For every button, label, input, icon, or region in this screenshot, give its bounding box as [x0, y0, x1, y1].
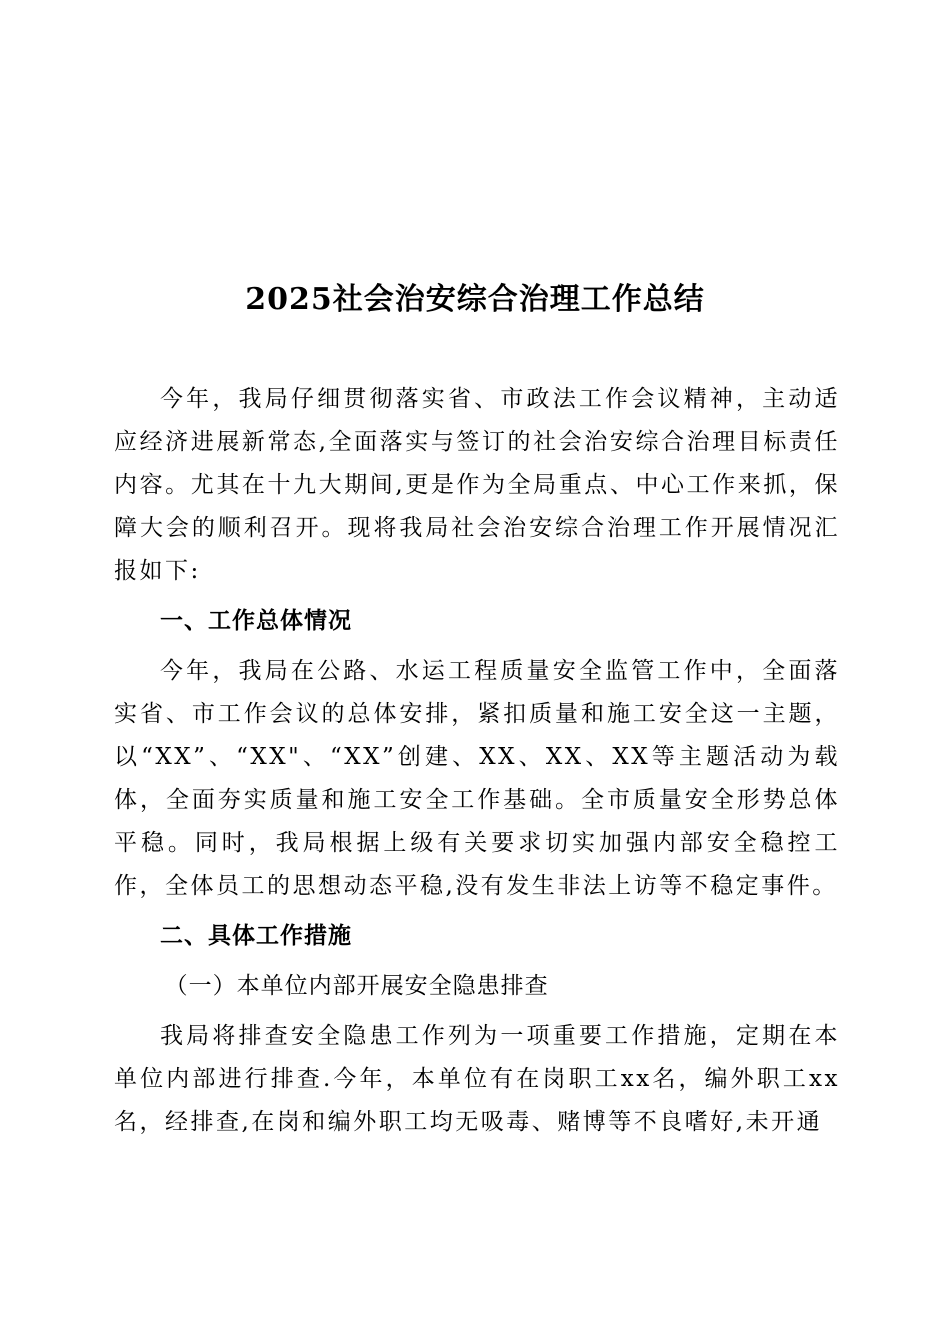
section-heading-measures: 二、具体工作措施 — [160, 923, 352, 949]
spacer — [114, 643, 840, 650]
spacer — [114, 908, 840, 915]
spacer — [114, 958, 840, 965]
section-heading-overall: 一、工作总体情况 — [160, 608, 352, 634]
document-body — [114, 378, 840, 1144]
section-paragraph-overall: 今年，我局在公路、水运工程质量安全监管工作中，全面落实省、市工作会议的总体安排，紧扣质量和施工安全这一主题，以“XX”、“XX"、“XX”创建、XX、XX、XX等主题活动为载体，全面夯实质量和施工安全工作基础。全市质量安全形势总体平稳。同时，我局根据上级有关要求切实加强内部安全稳控工作，全体员工的思想动态平稳,没有发生非法上访等不稳定事件。 — [114, 658, 840, 899]
document-title: 2025社会治安综合治理工作总结 — [245, 282, 705, 317]
intro-paragraph: 今年，我局仔细贯彻落实省、市政法工作会议精神，主动适应经济进展新常态,全面落实与签订的社会治安综合治理目标责任内容。尤其在十九大期间,更是作为全局重点、中心工作来抓，保障大会的顺利召开。现将我局社会治安综合治理工作开展情况汇报如下: — [114, 386, 840, 584]
spacer — [114, 1008, 840, 1015]
spacer — [114, 593, 840, 600]
subsection-heading-hazard-check: （一）本单位内部开展安全隐患排查 — [164, 973, 549, 999]
subsection-paragraph-hazard-check: 我局将排查安全隐患工作列为一项重要工作措施，定期在本单位内部进行排查.今年，本单位有在岗职工xx名，编外职工xx名，经排查,在岗和编外职工均无吸毒、赌博等不良嗜好,未开通 — [114, 1023, 840, 1135]
